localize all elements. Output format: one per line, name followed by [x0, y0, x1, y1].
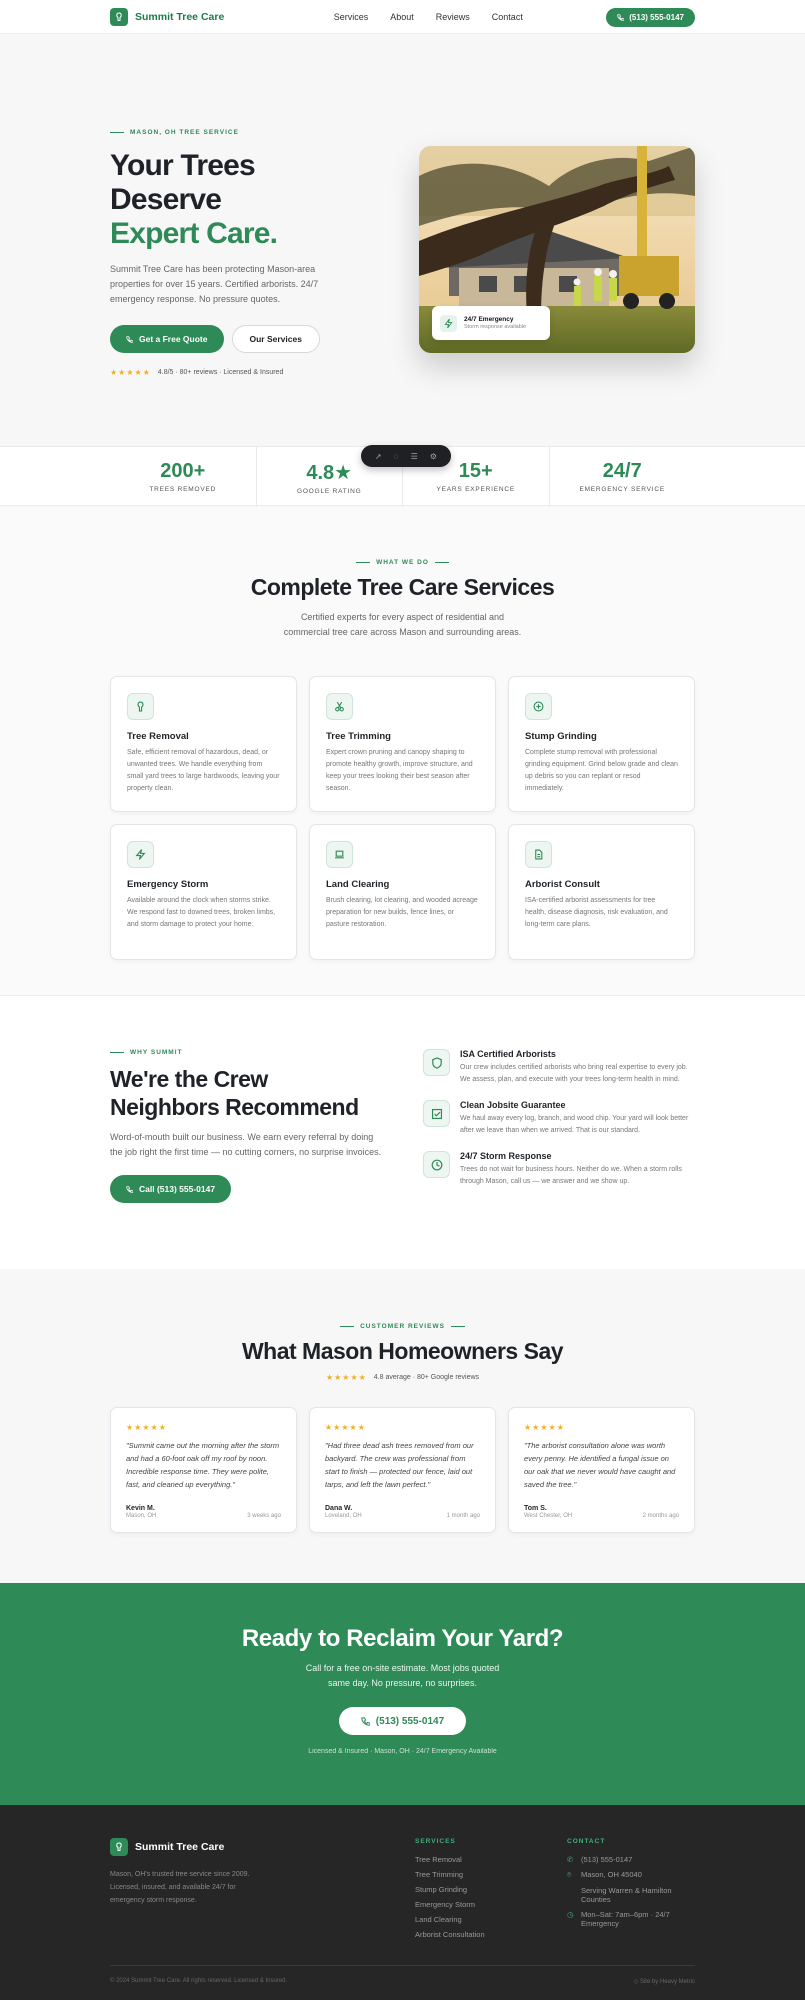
contact-text: Serving Warren & Hamilton Counties: [581, 1886, 672, 1904]
services-grid: [110, 676, 695, 960]
services-eyebrow-text: WHAT WE DO: [376, 559, 429, 566]
footer-link[interactable]: Tree Removal: [415, 1855, 462, 1864]
reviewer-name: Tom S.: [524, 1505, 547, 1512]
service-desc: Safe, efficient removal of hazardous, dead, or unwanted trees. We handle everything from small yard trees to large hardwoods, leaving your property clean.: [127, 749, 280, 792]
service-title: Tree Removal: [127, 731, 189, 742]
service-desc: ISA-certified arborist assessments for tree health, disease diagnosis, risk evaluation, and long-term care plans.: [525, 897, 668, 928]
hero-rating-text: 4.8/5 · 80+ reviews · Licensed & Insured: [157, 369, 284, 376]
contact-text: Mason, OH 45040: [581, 1870, 642, 1879]
hero-rating: [110, 368, 695, 377]
copyright: © 2024 Summit Tree Care. All rights reserved. Licensed & Insured.: [110, 1978, 288, 1984]
footer-link[interactable]: Stump Grinding: [415, 1885, 468, 1894]
laptop-icon: [326, 841, 353, 868]
stat-label: EMERGENCY SERVICE: [579, 486, 666, 493]
stat-value: 15+: [458, 460, 493, 482]
reviewer-name: Kevin M.: [126, 1505, 155, 1512]
floating-toolbar[interactable]: [361, 445, 451, 467]
service-desc: Expert crown pruning and canopy shaping to promote healthy growth, improve structure, and keep your trees looking their best season after season.: [326, 749, 473, 792]
services-title: Complete Tree Care Services: [250, 574, 555, 600]
services-subtitle: [110, 610, 695, 640]
service-title: Arborist Consult: [525, 879, 600, 890]
why-eyebrow-text: WHY SUMMIT: [130, 1049, 183, 1056]
feature-desc: Trees do not wait for business hours. Neither do we. When a storm rolls through Mason, call us — we answer and we show up.: [460, 1166, 682, 1185]
call-button-label: Call (513) 555-0147: [139, 1184, 216, 1194]
cta-text-line2: same day. No pressure, no surprises.: [328, 1678, 477, 1688]
review-quote: "The arborist consultation alone was worth every penny. He identified a fungal issue on our oak that we never would have caught and saved the tree.": [524, 1441, 676, 1489]
scissors-icon: [326, 693, 353, 720]
reviewer-location: West Chester, OH: [524, 1513, 573, 1519]
phone-icon: [126, 1186, 133, 1193]
our-services-button[interactable]: Our Services: [232, 325, 320, 353]
stat-label: YEARS EXPERIENCE: [436, 486, 516, 493]
feature-storm-response: [423, 1151, 695, 1188]
site-credit[interactable]: ◇ Site by Heavy Metric: [633, 1979, 695, 1985]
call-button[interactable]: [110, 1175, 231, 1203]
reviewer-location: Mason, OH: [126, 1513, 157, 1519]
review-date: 2 months ago: [642, 1513, 679, 1519]
cta-title: Ready to Reclaim Your Yard?: [241, 1625, 564, 1652]
hero-eyebrow-text: MASON, OH TREE SERVICE: [130, 129, 239, 136]
why-eyebrow: [110, 1049, 410, 1056]
badge-subtitle: Storm response available: [464, 324, 527, 330]
why-title: [110, 1065, 410, 1121]
reviewer-name: Dana W.: [325, 1505, 353, 1512]
review-date: 3 weeks ago: [247, 1513, 281, 1519]
stat-trees-removed: [0, 447, 257, 507]
shield-icon: [423, 1049, 450, 1076]
nav-link-contact[interactable]: Contact: [491, 12, 523, 22]
clock-icon: [423, 1151, 450, 1178]
footer-description: Mason, OH's trusted tree service since 2009. Licensed, insured, and available 24/7 for emergency storm response.: [110, 1871, 250, 1904]
lightning-icon: [127, 841, 154, 868]
review-quote: "Had three dead ash trees removed from our backyard. The crew was professional from start to finish — protected our fence, laid out tarps, and left the lawn perfect.": [325, 1441, 474, 1489]
reviews-summary: 4.8 average · 80+ Google reviews: [373, 1374, 480, 1381]
why-features: [423, 1049, 695, 1203]
service-title: Land Clearing: [326, 879, 390, 890]
clock-icon: ◷: [567, 1910, 574, 1919]
nav-links: [334, 12, 523, 22]
service-card-stump-grinding[interactable]: [508, 676, 695, 812]
contact-text: Mon–Sat: 7am–6pm · 24/7 Emergency: [581, 1910, 670, 1928]
review-date: 1 month ago: [446, 1513, 480, 1519]
cta-phone-button[interactable]: [339, 1707, 466, 1735]
star-rating-icon: ★★★★★: [325, 1373, 367, 1382]
check-square-icon: [423, 1100, 450, 1127]
plus-circle-icon: [525, 693, 552, 720]
feature-clean-jobsite: [423, 1100, 695, 1137]
settings-icon[interactable]: ⚙: [429, 451, 437, 461]
stat-value: 24/7: [602, 460, 642, 482]
phone-icon: [617, 14, 624, 21]
cta-text-line1: Call for a free on-site estimate. Most jobs quoted: [305, 1663, 500, 1673]
lightning-icon: [440, 315, 457, 332]
nav-link-services[interactable]: Services: [333, 12, 369, 22]
footer-contact-heading: CONTACT: [567, 1838, 606, 1845]
stat-value: 200+: [160, 460, 206, 482]
service-title: Tree Trimming: [326, 731, 391, 742]
review-card: [110, 1407, 297, 1533]
footer-services-heading: SERVICES: [415, 1838, 456, 1845]
stat-label: GOOGLE RATING: [297, 488, 362, 495]
stat-emergency: [550, 447, 805, 507]
site-footer: [0, 1805, 805, 2000]
why-section: [0, 996, 805, 1269]
footer-contact-address: [567, 1870, 677, 1880]
top-nav: [0, 0, 805, 34]
service-card-tree-removal[interactable]: [110, 676, 297, 812]
cursor-icon[interactable]: ➚: [375, 451, 382, 461]
reviews-rating: [110, 1373, 695, 1382]
service-desc: Available around the clock when storms strike. We respond fast to downed trees, broken limbs, and storm damage to protect your home.: [127, 897, 276, 928]
pin-icon: ⌾: [567, 1870, 572, 1879]
services-subtitle-line1: Certified experts for every aspect of residential and: [300, 612, 505, 622]
cta-phone-label: (513) 555-0147: [375, 1715, 445, 1727]
phone-icon: ✆: [567, 1855, 574, 1864]
document-icon: [525, 841, 552, 868]
footer-brand-name: Summit Tree Care: [135, 1841, 225, 1853]
tree-logo-icon: [110, 1838, 128, 1856]
emergency-badge: [432, 306, 550, 340]
footer-link[interactable]: Arborist Consultation: [415, 1930, 485, 1939]
brand-name: Summit Tree Care: [135, 11, 225, 23]
reviewer-location: Loveland, OH: [325, 1513, 362, 1519]
stat-value: 4.8★: [306, 462, 353, 484]
service-desc: Complete stump removal with professional grinding equipment. Grind below grade and clean up debris so you can replant or resod immediately.: [525, 749, 678, 792]
feature-title: Clean Jobsite Guarantee: [460, 1100, 566, 1110]
feature-desc: Our crew includes certified arborists who bring real expertise to every job. We assess, plan, and execute with your trees long-term health in mind.: [460, 1064, 688, 1083]
services-eyebrow: [110, 559, 695, 566]
review-quote: "Summit came out the morning after the storm and had a 60-foot oak off my roof by noon. Incredible response time. They were polite, fast, and cleaned up everything.": [126, 1441, 280, 1489]
footer-brand[interactable]: [110, 1838, 415, 1856]
service-desc: Brush clearing, lot clearing, and wooded acreage preparation for new builds, fence lines, or pasture restoration.: [326, 897, 478, 928]
reviews-grid: [110, 1407, 695, 1533]
hero-title-line1: Your Trees: [110, 149, 255, 182]
feature-isa-certified: [423, 1049, 695, 1086]
service-card-tree-trimming[interactable]: [309, 676, 496, 812]
review-card: [309, 1407, 496, 1533]
hero-title-line3: Expert Care.: [110, 217, 278, 250]
why-title-line1: We're the Crew: [110, 1066, 268, 1092]
footer-link[interactable]: Emergency Storm: [415, 1900, 476, 1909]
service-card-land-clearing[interactable]: [309, 824, 496, 960]
feature-desc: We haul away every log, branch, and wood chip. Your yard will look better after we leave than when we arrived. That is our standard.: [460, 1115, 689, 1134]
stats-bar: [0, 446, 805, 506]
cta-section: [0, 1583, 805, 1805]
get-quote-button[interactable]: [110, 325, 224, 353]
stat-label: TREES REMOVED: [149, 486, 217, 493]
hero-description: Summit Tree Care has been protecting Mason-area properties for over 15 years. Certified arborists. 24/7 emergency response. No pressure quotes.: [110, 264, 319, 304]
hero-title: [110, 149, 350, 251]
feature-title: ISA Certified Arborists: [460, 1049, 556, 1059]
get-quote-label: Get a Free Quote: [139, 334, 208, 344]
footer-contact-list: [567, 1855, 677, 1928]
footer-bottom: [110, 1965, 695, 1985]
reviews-eyebrow-text: CUSTOMER REVIEWS: [360, 1323, 445, 1330]
sliders-icon[interactable]: ☰: [410, 451, 418, 461]
star-rating-icon: ★★★★★: [126, 1423, 167, 1432]
phone-icon: [126, 336, 133, 343]
why-title-line2: Neighbors Recommend: [110, 1094, 359, 1120]
footer-services-list: [415, 1855, 567, 1939]
services-section: [0, 506, 805, 996]
footer-contact-hours: [567, 1910, 677, 1928]
nav-phone-label: (513) 555-0147: [629, 12, 684, 22]
reviews-section: [0, 1269, 805, 1583]
tree-icon: [127, 693, 154, 720]
star-rating-icon: ★★★★★: [325, 1423, 366, 1432]
nav-link-about[interactable]: About: [390, 12, 414, 22]
feature-title: 24/7 Storm Response: [460, 1151, 552, 1161]
service-title: Stump Grinding: [525, 731, 597, 742]
service-card-emergency-storm[interactable]: [110, 824, 297, 960]
star-rating-icon: ★★★★★: [110, 368, 151, 377]
services-subtitle-line2: commercial tree care across Mason and surrounding areas.: [283, 627, 522, 637]
site-credit-text: Site by Heavy Metric: [639, 1979, 695, 1985]
reviews-title: What Mason Homeowners Say: [241, 1338, 564, 1364]
contact-text: (513) 555-0147: [581, 1855, 633, 1864]
hero-photo: [419, 146, 695, 353]
service-card-arborist-consult[interactable]: [508, 824, 695, 960]
footer-link[interactable]: Land Clearing: [415, 1915, 462, 1924]
phone-icon: [361, 1717, 370, 1726]
nav-phone-button[interactable]: [606, 8, 695, 27]
hero-title-line2: Deserve: [110, 183, 222, 216]
hero-section: [0, 34, 805, 446]
service-title: Emergency Storm: [127, 879, 209, 890]
hero-eyebrow: [110, 129, 695, 136]
cta-footnote: Licensed & Insured · Mason, OH · 24/7 Emergency Available: [308, 1748, 497, 1755]
comment-icon[interactable]: ◌: [393, 451, 399, 461]
footer-contact-area: [567, 1886, 677, 1904]
why-description: Word-of-mouth built our business. We earn every referral by doing the job right the first time — no cutting corners, no surprise invoices.: [110, 1132, 382, 1157]
cta-text: [0, 1661, 805, 1691]
badge-title: 24/7 Emergency: [464, 316, 514, 323]
footer-link[interactable]: Tree Trimming: [415, 1870, 464, 1879]
tree-logo-icon: [110, 8, 128, 26]
review-card: [508, 1407, 695, 1533]
footer-contact-phone[interactable]: [567, 1855, 677, 1864]
brand-logo[interactable]: [110, 8, 224, 26]
nav-link-reviews[interactable]: Reviews: [435, 12, 470, 22]
star-rating-icon: ★★★★★: [524, 1423, 565, 1432]
reviews-eyebrow: [110, 1323, 695, 1330]
